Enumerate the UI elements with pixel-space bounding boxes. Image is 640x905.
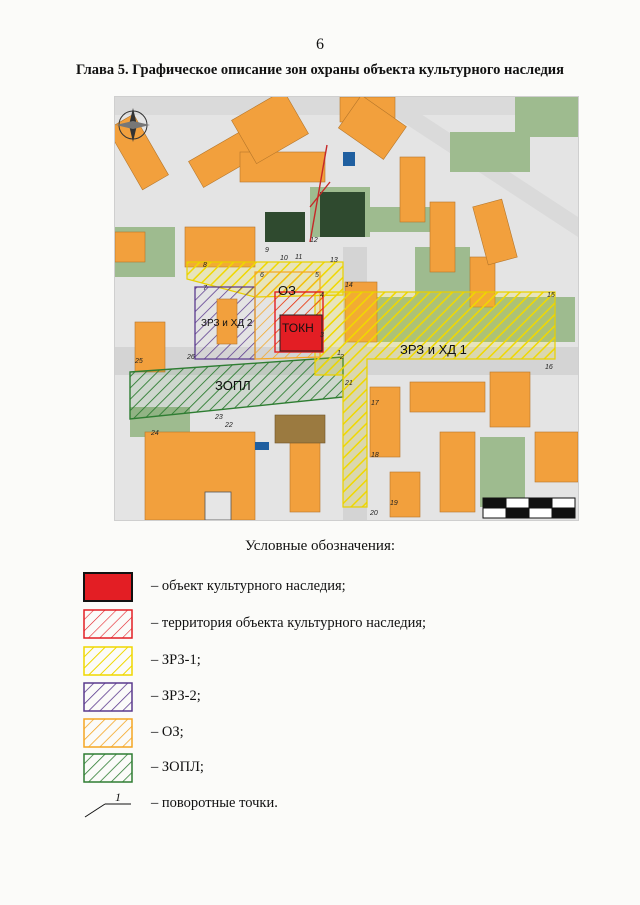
page-number: 6 bbox=[316, 36, 324, 53]
point-number: 19 bbox=[390, 500, 398, 507]
point-number: 15 bbox=[547, 292, 555, 299]
swatch-heritage-object bbox=[83, 572, 133, 602]
point-number: 8 bbox=[203, 262, 207, 269]
point-number: 18 bbox=[371, 452, 379, 459]
swatch-heritage-territory bbox=[83, 609, 133, 639]
point-number: 13 bbox=[330, 257, 338, 264]
point-number: 12 bbox=[310, 237, 318, 244]
point-number: 9 bbox=[265, 247, 269, 254]
point-number: 22 bbox=[225, 422, 233, 429]
small-blue-1 bbox=[343, 152, 355, 166]
point-number: 6 bbox=[260, 272, 264, 279]
point-number: 2 bbox=[340, 354, 344, 361]
legend-title: Условные обозначения: bbox=[244, 538, 396, 554]
point-number: 24 bbox=[151, 430, 159, 437]
point-number: 4 bbox=[320, 292, 324, 299]
swatch-zrz-2 bbox=[83, 682, 133, 712]
swatch-oz bbox=[83, 718, 133, 748]
swatch-zrz-1 bbox=[83, 646, 133, 676]
building-dark-1 bbox=[265, 212, 305, 242]
chapter-title: Глава 5. Графическое описание зон охраны объекта культурного наследия bbox=[76, 62, 564, 78]
legend-item-heritage-territory bbox=[83, 609, 563, 641]
point-number: 14 bbox=[345, 282, 353, 289]
legend-item-zopl bbox=[83, 753, 563, 785]
legend-label: – территория объекта культурного наследия; bbox=[151, 615, 427, 631]
small-blue-2 bbox=[255, 442, 269, 450]
legend-label: – объект культурного наследия; bbox=[151, 578, 346, 594]
point-number: 20 bbox=[370, 510, 378, 517]
legend-item-turning-points bbox=[83, 790, 563, 822]
point-number: 26 bbox=[187, 354, 195, 361]
legend-item-zrz-2 bbox=[83, 682, 563, 714]
label-zrz-hd1: ЗРЗ и ХД 1 bbox=[400, 342, 467, 357]
point-number: 17 bbox=[371, 400, 379, 407]
point-number: 5 bbox=[315, 272, 319, 279]
label-tokn: ТОКН bbox=[282, 321, 314, 335]
point-number: 3 bbox=[320, 332, 324, 339]
point-number: 23 bbox=[215, 414, 223, 421]
turning-point-sample-number: 1 bbox=[115, 790, 121, 804]
legend-item-zrz-1 bbox=[83, 646, 563, 678]
label-zrz-hd2: ЗРЗ и ХД 2 bbox=[201, 318, 253, 329]
point-number: 16 bbox=[545, 364, 553, 371]
legend-label: – ЗРЗ-2; bbox=[151, 688, 201, 704]
scale-bar bbox=[483, 498, 575, 518]
building-dark-2 bbox=[320, 192, 365, 237]
legend-label: – поворотные точки. bbox=[151, 795, 278, 811]
courtyard bbox=[205, 492, 231, 520]
label-zopl: ЗОПЛ bbox=[215, 378, 251, 393]
point-number: 7 bbox=[203, 285, 207, 292]
legend-label: – ОЗ; bbox=[151, 724, 184, 740]
point-number: 1 bbox=[337, 350, 341, 357]
point-number: 11 bbox=[295, 254, 303, 261]
building-brown bbox=[275, 415, 325, 443]
turning-point-icon bbox=[83, 790, 133, 820]
legend-label: – ЗРЗ-1; bbox=[151, 652, 201, 668]
legend-item-heritage-object bbox=[83, 572, 563, 604]
point-number: 25 bbox=[135, 358, 143, 365]
swatch-zopl bbox=[83, 753, 133, 783]
label-oz: ОЗ bbox=[278, 283, 296, 298]
point-number: 10 bbox=[280, 255, 288, 262]
legend-item-oz bbox=[83, 718, 563, 750]
zone-map bbox=[114, 96, 579, 521]
point-number: 21 bbox=[345, 380, 353, 387]
legend-label: – ЗОПЛ; bbox=[151, 759, 204, 775]
